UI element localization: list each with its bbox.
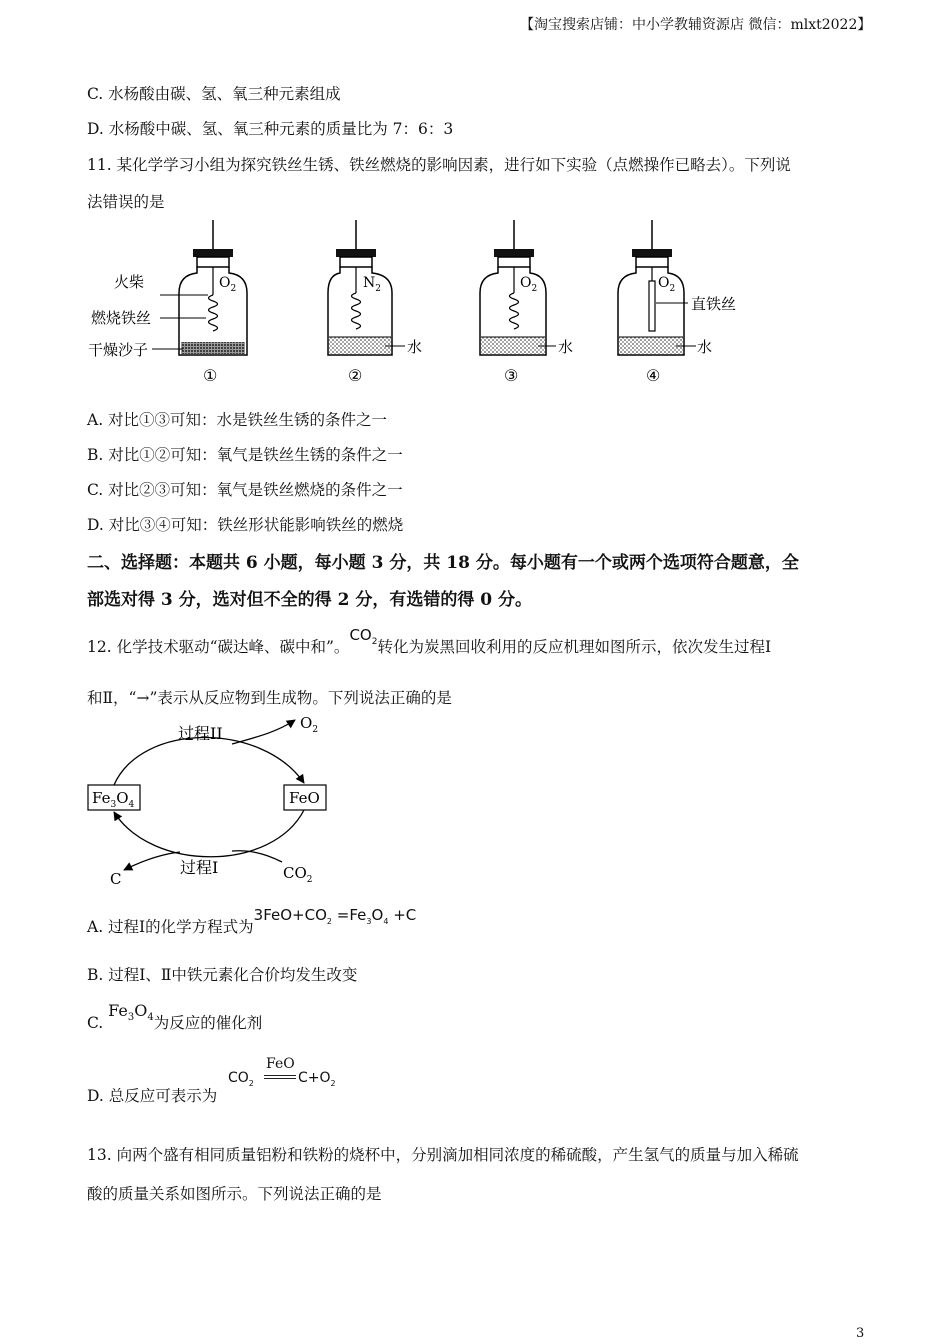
bottle-3-water-label: 水 xyxy=(558,338,574,356)
bottle-2-number: ② xyxy=(348,366,363,385)
bottle-4 xyxy=(618,220,696,355)
bottle-2-gas: $N_2$ xyxy=(363,275,381,294)
bottle-4-gas: $O_2$ xyxy=(658,275,676,294)
c-label: C xyxy=(110,870,122,888)
o2-arrow xyxy=(232,720,295,744)
process2-arrow xyxy=(114,737,304,785)
q10-option-d: D. 水杨酸中碳、氢、氧三种元素的质量比为 7：6：3 xyxy=(87,120,454,138)
q12-cycle-figure xyxy=(82,712,342,890)
q12-option-b: B. 过程Ⅰ、Ⅱ中铁元素化合价均发生改变 xyxy=(87,966,358,984)
q12-option-a xyxy=(87,906,417,938)
bottle-4-water-label: 水 xyxy=(697,338,713,356)
process1-label: 过程I xyxy=(180,858,219,877)
q11-option-a: A. 对比①③可知：水是铁丝生锈的条件之一 xyxy=(87,411,388,429)
q12-stem-line1 xyxy=(87,626,772,659)
bottle-1-gas: $O_2$ xyxy=(219,275,237,294)
q12-option-c xyxy=(87,1001,263,1035)
q11-option-b: B. 对比①②可知：氧气是铁丝生锈的条件之一 xyxy=(87,446,403,464)
q12-option-d-text: D. 总反应可表示为 xyxy=(87,1087,218,1105)
page-header: 【淘宝搜索店铺：中小学教辅资源店 微信：mlxt2022】 xyxy=(520,17,872,33)
co2-input-line xyxy=(232,851,282,862)
q12-stem-part1: 12. 化学技术驱动“碳达峰、碳中和”。 xyxy=(87,638,350,656)
q11-stem-line1: 11. 某化学学习小组为探究铁丝生锈、铁丝燃烧的影响因素，进行如下实验（点燃操作已略去）。下列说 xyxy=(87,156,791,174)
bottle-2-water-label: 水 xyxy=(407,338,423,356)
q12-stem-line2: 和Ⅱ，“→”表示从反应物到生成物。下列说法正确的是 xyxy=(87,689,452,707)
c-output-arrow xyxy=(124,852,180,870)
q12-co2-formula: $CO_2$ xyxy=(349,626,378,647)
q10-option-c: C. 水杨酸由碳、氢、氧三种元素组成 xyxy=(87,85,341,103)
q13-stem-line1: 13. 向两个盛有相同质量铝粉和铁粉的烧杯中，分别滴加相同浓度的稀硫酸，产生氢气的质量与加入稀硫 xyxy=(87,1146,799,1164)
q12-stem-part2: 转化为炭黑回收利用的反应机理如图所示，依次发生过程Ⅰ xyxy=(377,638,772,656)
fe3o4-label: $Fe_3O_4$ xyxy=(92,789,135,810)
bottle-3-gas: $O_2$ xyxy=(520,275,538,294)
feo-label: FeO xyxy=(289,789,320,807)
bottle-3-number: ③ xyxy=(504,366,519,385)
q12-option-d-equation: $CO_2$ FeO $C+O_2$ xyxy=(228,1056,336,1088)
label-match: 火柴 xyxy=(114,273,145,291)
q11-option-d: D. 对比③④可知：铁丝形状能影响铁丝的燃烧 xyxy=(87,516,404,534)
q12-option-d xyxy=(87,1084,217,1106)
q12-option-c-letter: C. xyxy=(87,1014,104,1032)
section2-heading-line2: 部选对得 3 分，选对但不全的得 2 分，有选错的得 0 分。 xyxy=(87,590,532,610)
q12-option-a-equation: $3FeO+CO_2 =Fe_3O_4 +C$ xyxy=(253,906,417,926)
q12-option-c-formula: $Fe_3O_4$ xyxy=(108,1001,154,1024)
section2-heading-line1: 二、选择题：本题共 6 小题，每小题 3 分，共 18 分。每小题有一个或两个选项符合题意，全 xyxy=(87,553,799,573)
co2-label: $CO_2$ xyxy=(283,864,313,885)
q13-stem-line2: 酸的质量关系如图所示。下列说法正确的是 xyxy=(87,1185,382,1203)
label-burning-wire: 燃烧铁丝 xyxy=(91,309,152,327)
page-number: 3 xyxy=(856,1326,865,1341)
bottle-3 xyxy=(480,220,556,355)
process1-arrow xyxy=(114,810,304,857)
process2-label: 过程II xyxy=(178,724,223,743)
bottle-1-number: ① xyxy=(203,366,218,385)
label-dry-sand: 干燥沙子 xyxy=(88,341,149,359)
bottle-4-number: ④ xyxy=(646,366,661,385)
o2-label: $O_2$ xyxy=(300,714,319,735)
label-straight-wire: 直铁丝 xyxy=(691,295,737,313)
q12-option-c-text: 为反应的催化剂 xyxy=(153,1014,263,1032)
q12-option-a-text: A. 过程Ⅰ的化学方程式为 xyxy=(87,918,254,936)
q11-option-c: C. 对比②③可知：氧气是铁丝燃烧的条件之一 xyxy=(87,481,403,499)
q11-stem-line2: 法错误的是 xyxy=(87,193,165,211)
q11-experiment-figure xyxy=(80,215,780,390)
